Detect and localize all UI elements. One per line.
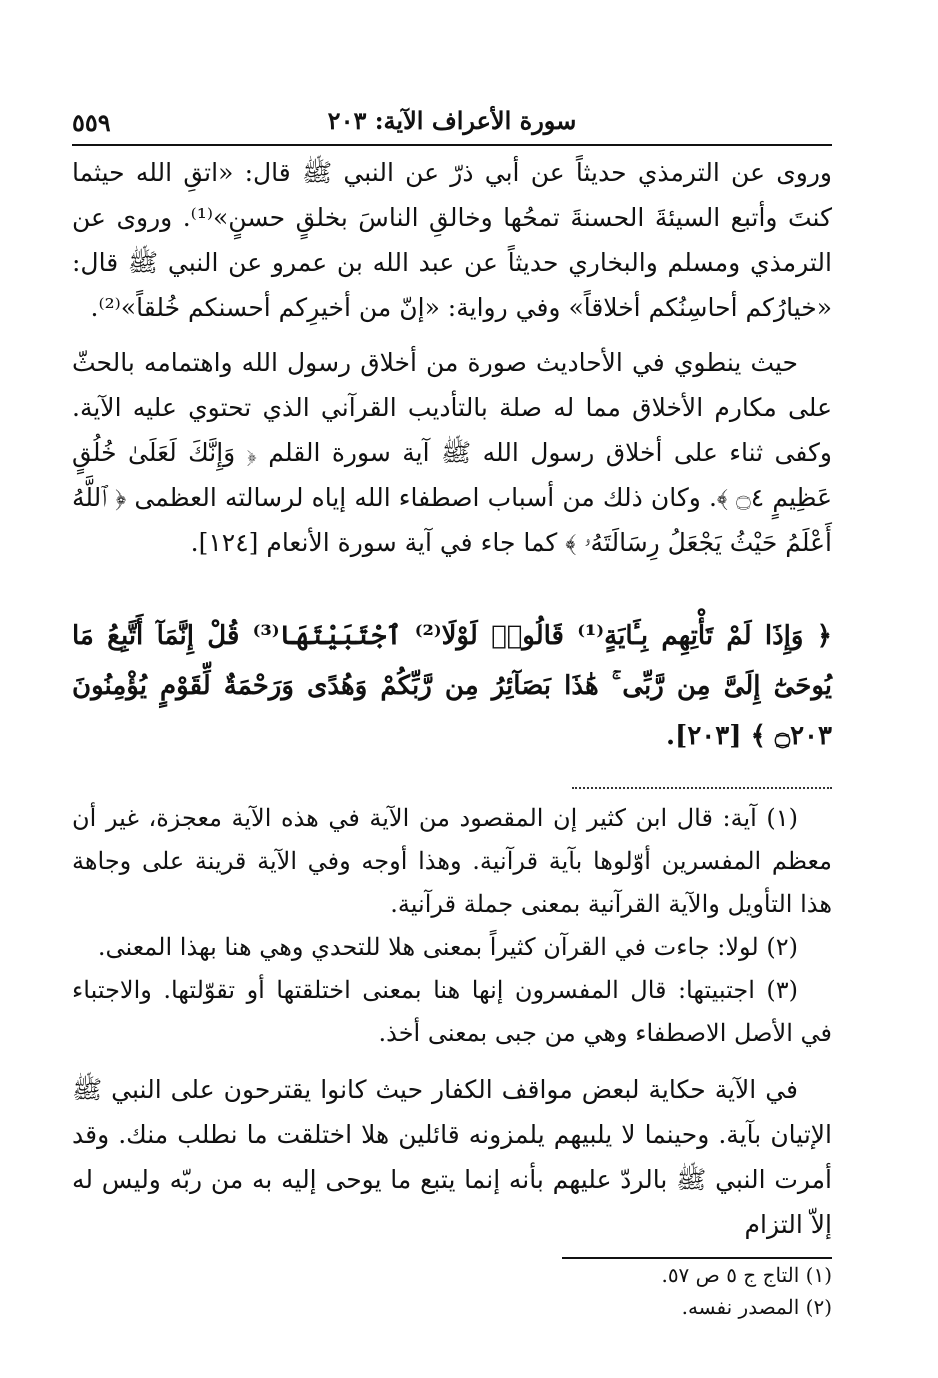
paragraph-commentary: حيث ينطوي في الأحاديث صورة من أخلاق رسول الله واهتمامه بالحثّ على مكارم الأخلاق مما له صلة بالتأديب القرآني الذي تحتوي عليه الآية. وكفى ثناء على أخلاق رسول الله ﷺ آية سورة القلم ﴿ وَإِنَّكَ لَعَلَىٰ خُلُقٍ عَظِيمٍ ۝٤ ﴾. وكان ذلك من أسباب اصطفاء الله إياه لرسالته العظمى ﴿ ٱللَّهُ أَعْلَمُ حَيْثُ يَجْعَلُ رِسَالَتَهُۥ ﴾ كما جاء في آية سورة الأنعام [١٢٤]. <box>72 348 832 557</box>
note-3: (٣) اجتبيتها: قال المفسرون إنها هنا بمعنى اختلقتها أو تقوّلتها. والاجتباء في الأصل الاصطفاء وهي من جبى بمعنى أخذ. <box>72 976 832 1047</box>
page-number: ٥٥٩ <box>72 108 111 137</box>
paragraph-hadith: وروى عن الترمذي حديثاً عن أبي ذرّ عن النبي ﷺ قال: «اتقِ الله حيثما كنتَ وأتبع السيئةَ الحسنةَ تمحُها وخالقِ الناسَ بخلقٍ حسنٍ»⁽¹⁾. وروى عن الترمذي ومسلم والبخاري حديثاً عن عبد الله بن عمرو عن النبي ﷺ قال: «خيارُكم أحاسِنُكم أخلاقاً» وفي رواية: «إنّ من أخيرِكم أحسنكم خُلقاً»⁽²⁾. <box>72 158 832 322</box>
quran-verse: ﴿ وَإِذَا لَمْ تَأْتِهِم بِـَٔايَةٍ⁽¹⁾ قَالُوا۟ لَوْلَا⁽²⁾ ٱجْتَبَيْتَهَا⁽³⁾ قُلْ إِنَّمَآ أَتَّبِعُ مَا يُوحَىٰٓ إِلَىَّ مِن رَّبِّى ۚ هَٰذَا بَصَآئِرُ مِن رَّبِّكُمْ وَهُدًى وَرَحْمَةٌ لِّقَوْمٍ يُؤْمِنُونَ ۝٢٠٣ ﴾ [٢٠٣]. <box>72 621 832 751</box>
glossary-notes <box>72 797 832 1055</box>
note-2: (٢) لولا: جاءت في القرآن كثيراً بمعنى هلا للتحدي وهي هنا بهذا المعنى. <box>97 933 798 961</box>
dotted-separator <box>572 787 832 789</box>
page <box>72 100 832 1323</box>
paragraph-explanation: في الآية حكاية لبعض مواقف الكفار حيث كانوا يقترحون على النبي ﷺ الإتيان بآية. وحينما لا يلبيهم يلمزونه قائلين هلا اختلقت ما نطلب منك. وقد أمرت النبي ﷺ بالردّ عليهم بأنه إنما يتبع ما يوحى إليه به من ربّه وليس له إلاّ التزام <box>72 1075 832 1239</box>
footnote-2: (٢) المصدر نفسه. <box>681 1295 832 1319</box>
header-title: سورة الأعراف الآية: ٢٠٣ <box>327 106 577 135</box>
footnote-1: (١) التاج ج ٥ ص ٥٧. <box>661 1263 832 1287</box>
note-1: (١) آية: قال ابن كثير إن المقصود من الآية في هذه الآية معجزة، غير أن معظم المفسرين أوّلوها بآية قرآنية. وهذا أوجه وفي الآية قرينة على وجاهة هذا التأويل والآية القرآنية بمعنى جملة قرآنية. <box>72 804 832 918</box>
running-header <box>72 100 832 146</box>
